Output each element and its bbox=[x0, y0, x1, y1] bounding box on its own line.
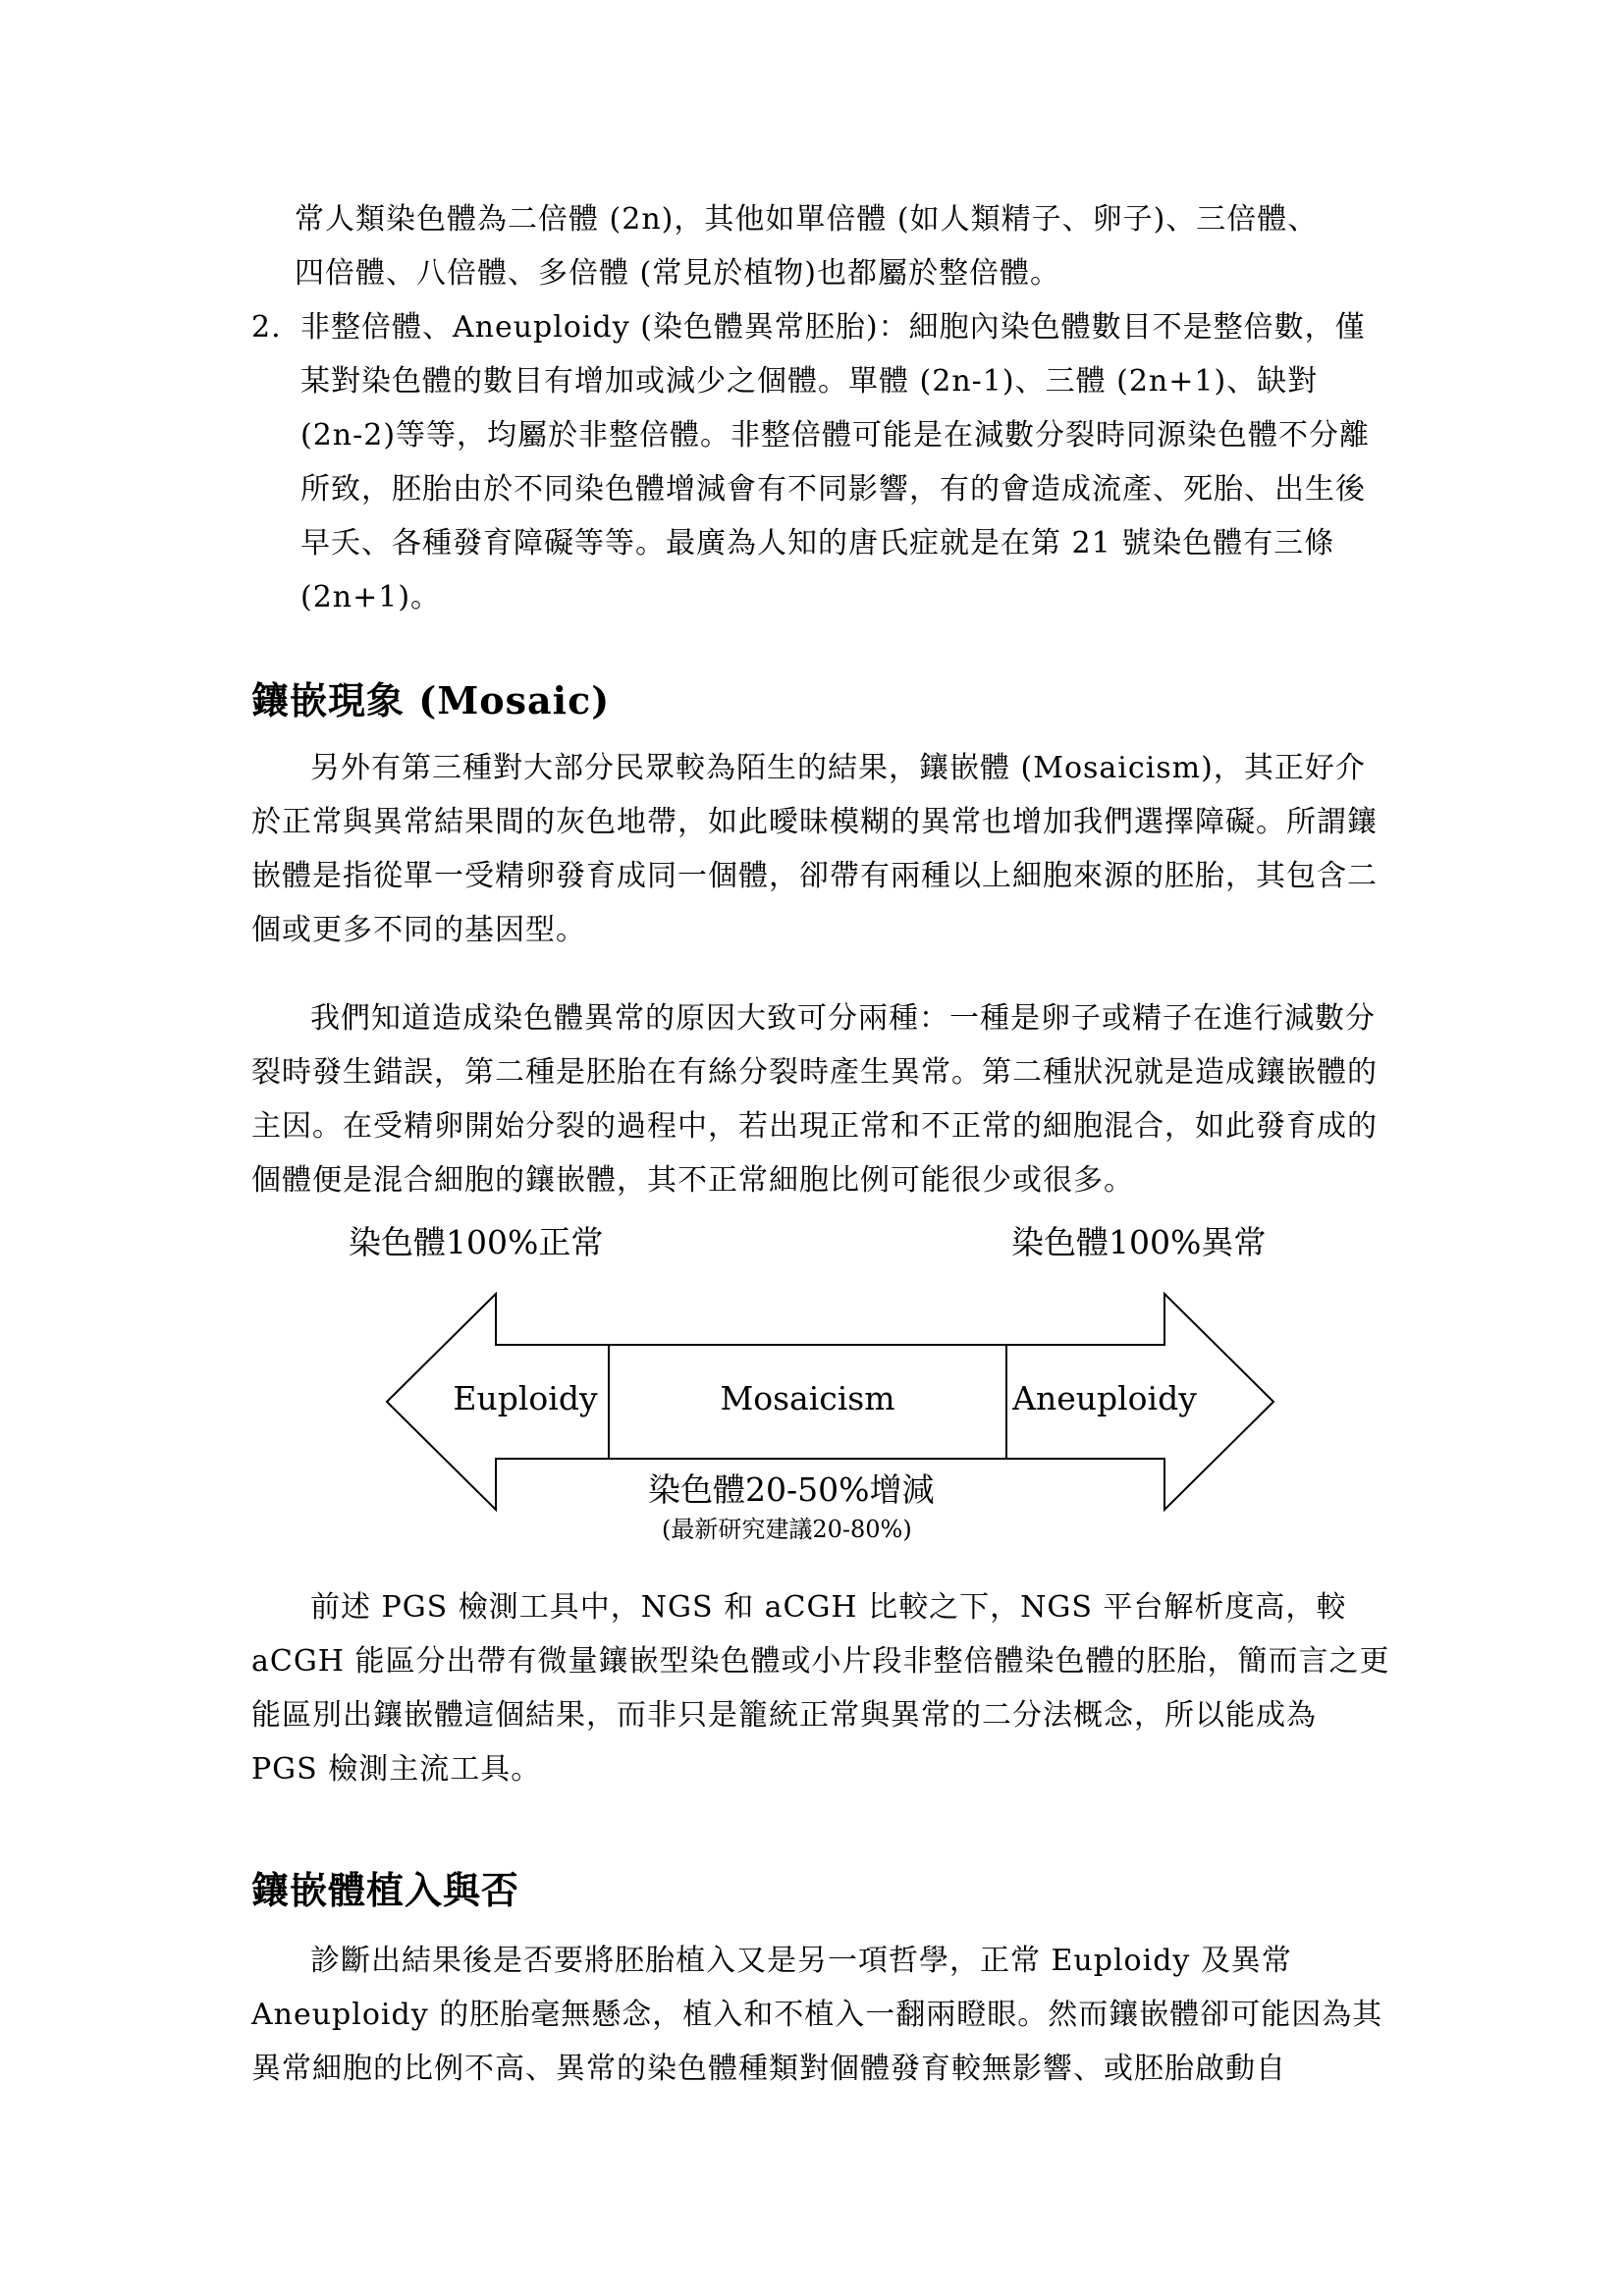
list-number: 2. bbox=[251, 310, 282, 345]
box-mosaicism: Mosaicism bbox=[720, 1379, 895, 1417]
intro-paragraph bbox=[295, 192, 1394, 300]
list-item-text: 非整倍體、Aneuploidy (染色體異常胚胎)：細胞內染色體數目不是整倍數，僅某對染色體的數目有增加或減少之個體。單體 (2n-1)、三體 (2n+1)、缺對 (2n-2)等等，均屬於非整倍體。非整倍體可能是在減數分裂時同源染色體不分離所致，胚胎由於不同染色體增減會有不同影響，有的會造成流產、死胎、出生後早夭、各種發育障礙等等。最廣為人知的唐氏症就是在第 21 號染色體有三條 (2n+1)。 bbox=[300, 310, 1371, 614]
label-100-abnormal: 染色體100%異常 bbox=[1011, 1223, 1267, 1261]
label-100-normal: 染色體100%正常 bbox=[349, 1223, 604, 1261]
section-heading-implantation: 鑲嵌體植入與否 bbox=[251, 1868, 520, 1912]
label-20-50-percent: 染色體20-50%增減 bbox=[648, 1470, 935, 1509]
box-euploidy: Euploidy bbox=[453, 1379, 598, 1417]
pgs-paragraph: 前述 PGS 檢測工具中，NGS 和 aCGH 比較之下，NGS 平台解析度高，較 aCGH 能區分出帶有微量鑲嵌型染色體或小片段非整倍體染色體的胚胎，簡而言之更能區別出鑲嵌體這個結果，而非只是籠統正常與異常的二分法概念，所以能成為 PGS 檢測主流工具。 bbox=[251, 1590, 1390, 1787]
section-heading-mosaic: 鑲嵌現象 (Mosaic) bbox=[251, 678, 611, 722]
box-aneuploidy: Aneuploidy bbox=[1012, 1379, 1197, 1417]
mosaic-paragraph-1: 另外有第三種對大部分民眾較為陌生的結果，鑲嵌體 (Mosaicism)，其正好介於正常與異常結果間的灰色地帶，如此曖昧模糊的異常也增加我們選擇障礙。所謂鑲嵌體是指從單一受精卵發育成同一個體，卻帶有兩種以上細胞來源的胚胎，其包含二個或更多不同的基因型。 bbox=[251, 751, 1378, 947]
intro-line-2: 四倍體、八倍體、多倍體 (常見於植物)也都屬於整倍體。 bbox=[295, 256, 1060, 291]
label-latest-research-note: (最新研究建議20-80%) bbox=[662, 1516, 912, 1543]
intro-line-1: 常人類染色體為二倍體 (2n)，其他如單倍體 (如人類精子、卵子)、三倍體、 bbox=[295, 202, 1319, 237]
list-item-aneuploidy bbox=[251, 300, 1390, 624]
mosaic-paragraph-2: 我們知道造成染色體異常的原因大致可分兩種：一種是卵子或精子在進行減數分裂時發生錯誤，第二種是胚胎在有絲分裂時產生異常。第二種狀況就是造成鑲嵌體的主因。在受精卵開始分裂的過程中，若出現正常和不正常的細胞混合，如此發育成的個體便是混合細胞的鑲嵌體，其不正常細胞比例可能很少或很多。 bbox=[251, 1001, 1378, 1198]
mosaicism-spectrum-diagram bbox=[349, 1217, 1296, 1543]
implantation-paragraph: 診斷出結果後是否要將胚胎植入又是另一項哲學，正常 Euploidy 及異常 Aneuploidy 的胚胎毫無懸念，植入和不植入一翻兩瞪眼。然而鑲嵌體卻可能因為其異常細胞的比例不高、異常的染色體種類對個體發育較無影響、或胚胎啟動自 bbox=[251, 1944, 1383, 2086]
